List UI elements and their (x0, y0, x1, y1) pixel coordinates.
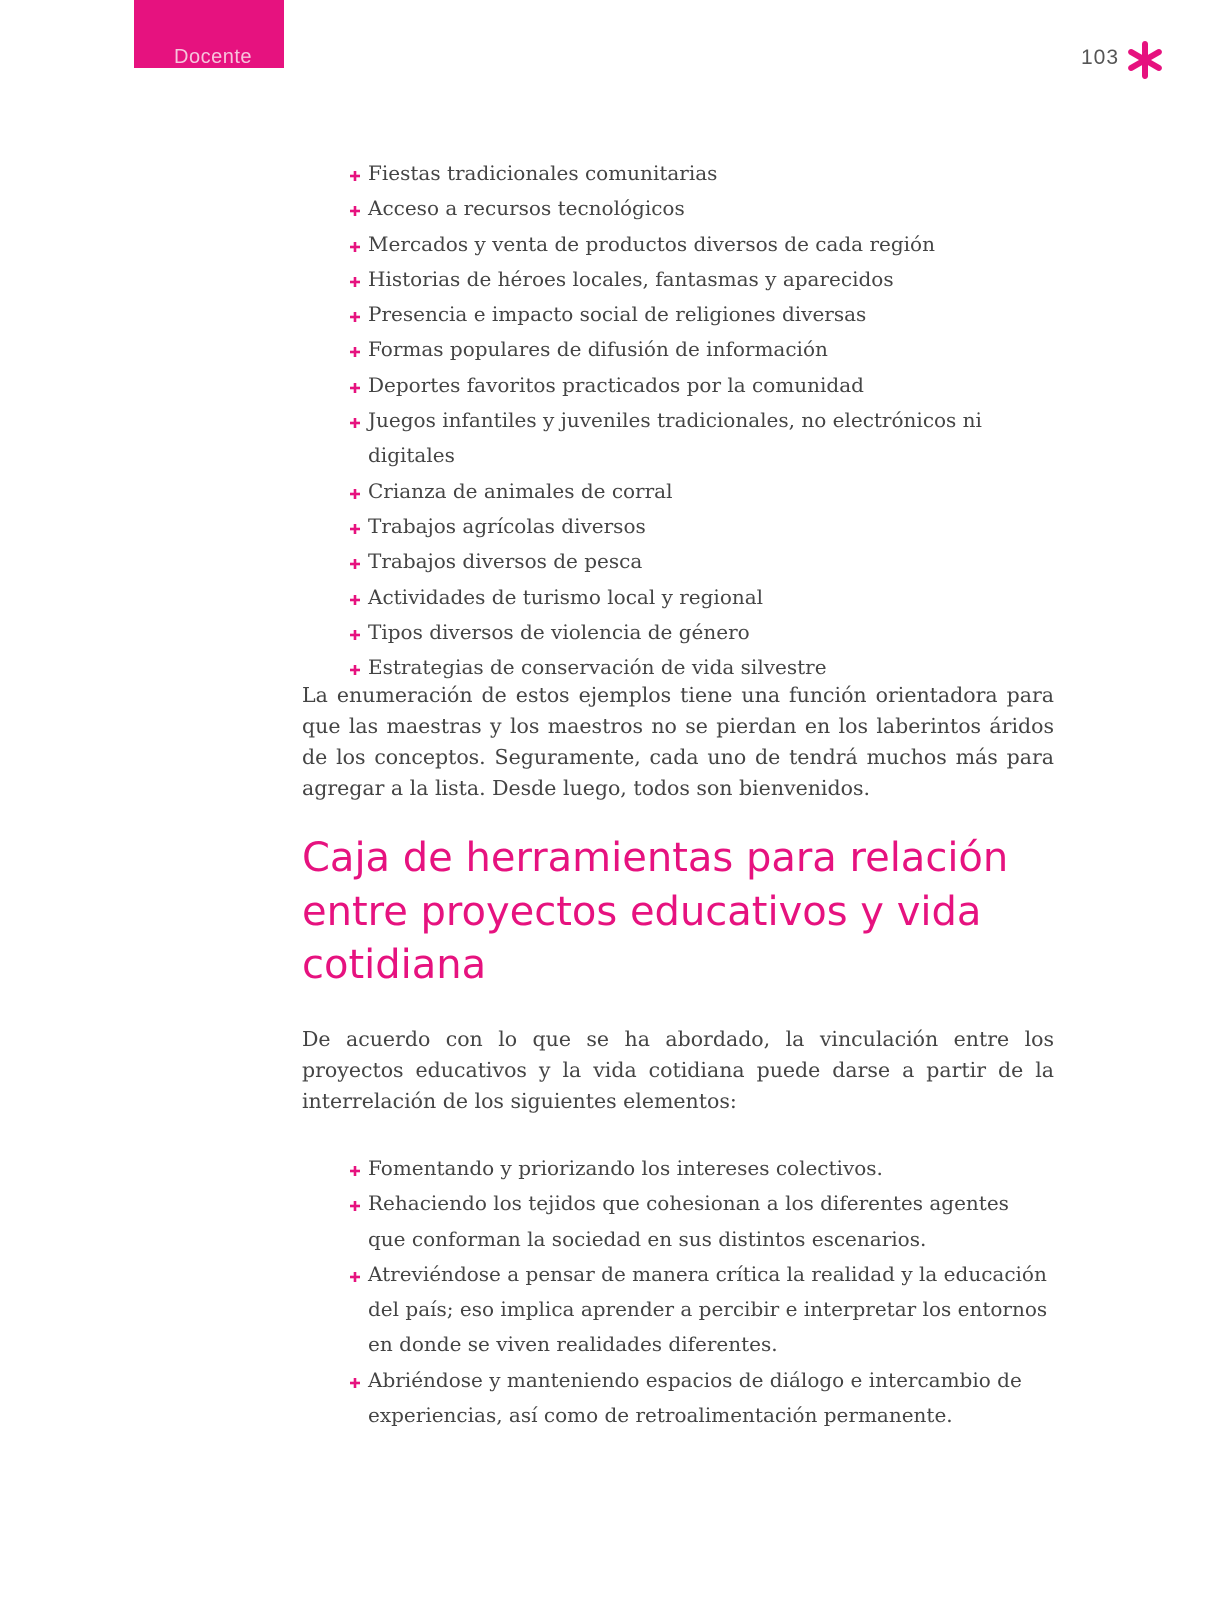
plus-bullet-icon (348, 580, 362, 615)
list-item-text: Actividades de turismo local y regional (368, 584, 764, 609)
plus-bullet-icon (348, 1186, 362, 1221)
plus-bullet-icon (348, 1151, 362, 1186)
plus-bullet-icon (348, 403, 362, 438)
list-item-text: Trabajos agrícolas diversos (368, 513, 646, 538)
plus-bullet-icon (348, 297, 362, 332)
list-item (348, 1257, 1048, 1363)
page-number: 103 (1081, 46, 1120, 69)
list-item (348, 403, 1068, 474)
list-item-text: Trabajos diversos de pesca (368, 549, 643, 574)
list-item-text: Historias de héroes locales, fantasmas y aparecidos (368, 266, 894, 291)
topics-list (348, 156, 1068, 685)
plus-bullet-icon (348, 191, 362, 226)
plus-bullet-icon (348, 1257, 362, 1292)
plus-bullet-icon (348, 615, 362, 650)
section-tab (134, 0, 284, 68)
plus-bullet-icon (348, 474, 362, 509)
list-item (348, 191, 1068, 226)
list-item (348, 1186, 1048, 1257)
list-item (348, 580, 1068, 615)
list-item-text: Crianza de animales de corral (368, 478, 673, 503)
section-label: Docente (174, 46, 252, 68)
list-item (348, 227, 1068, 262)
list-item-text: Acceso a recursos tecnológicos (368, 196, 685, 221)
list-item (348, 474, 1068, 509)
list-item-text: Mercados y venta de productos diversos de cada región (368, 231, 935, 256)
list-item (348, 544, 1068, 579)
list-item (348, 1363, 1048, 1434)
list-item-text: Fomentando y priorizando los intereses colectivos. (368, 1156, 883, 1180)
list-item (348, 1151, 1048, 1186)
list-item-text: Presencia e impacto social de religiones diversas (368, 302, 867, 327)
plus-bullet-icon (348, 227, 362, 262)
plus-bullet-icon (348, 262, 362, 297)
list-item (348, 156, 1068, 191)
plus-bullet-icon (348, 156, 362, 191)
list-item (348, 509, 1068, 544)
list-item-text: Rehaciendo los tejidos que cohesionan a los diferentes agentes que conforman la sociedad en sus distintos escenarios. (368, 1191, 1009, 1251)
plus-bullet-icon (348, 332, 362, 367)
list-item-text: Deportes favoritos practicados por la comunidad (368, 372, 864, 397)
body-paragraph: De acuerdo con lo que se ha abordado, la vinculación entre los proyectos educativos y la vida cotidiana puede darse a partir de la interrelación de los siguientes elementos: (302, 1027, 1054, 1113)
list-item-text: Fiestas tradicionales comunitarias (368, 161, 718, 185)
elements-list (348, 1151, 1048, 1433)
plus-bullet-icon (348, 368, 362, 403)
list-item-text: Atreviéndose a pensar de manera crítica la realidad y la educación del país; eso implica aprender a percibir e interpretar los entornos en donde se viven realidades diferentes. (368, 1261, 1048, 1357)
plus-bullet-icon (348, 509, 362, 544)
list-item-text: Tipos diversos de violencia de género (368, 619, 750, 644)
list-item-text: Formas populares de difusión de información (368, 337, 828, 362)
list-item (348, 368, 1068, 403)
list-item (348, 615, 1068, 650)
asterisk-icon (1125, 40, 1165, 80)
plus-bullet-icon (348, 1363, 362, 1398)
list-item-text: Estrategias de conservación de vida silvestre (368, 655, 827, 680)
list-item-text: Abriéndose y manteniendo espacios de diálogo e intercambio de experiencias, así como de retroalimentación permanente. (368, 1367, 1022, 1428)
list-item (348, 262, 1068, 297)
list-item (348, 297, 1068, 332)
intro-paragraph: La enumeración de estos ejemplos tiene una función orientadora para que las maestras y los maestros no se pierdan en los laberintos áridos de los conceptos. Seguramente, cada uno de tendrá muchos más para agregar a la lista. Desde luego, todos son bienvenidos. (302, 683, 1054, 800)
plus-bullet-icon (348, 544, 362, 579)
section-heading: Caja de herramientas para relación entre proyectos educativos y vida cotidiana (302, 835, 1009, 988)
list-item (348, 332, 1068, 367)
list-item-text: Juegos infantiles y juveniles tradicionales, no electrónicos ni digitales (368, 408, 982, 468)
